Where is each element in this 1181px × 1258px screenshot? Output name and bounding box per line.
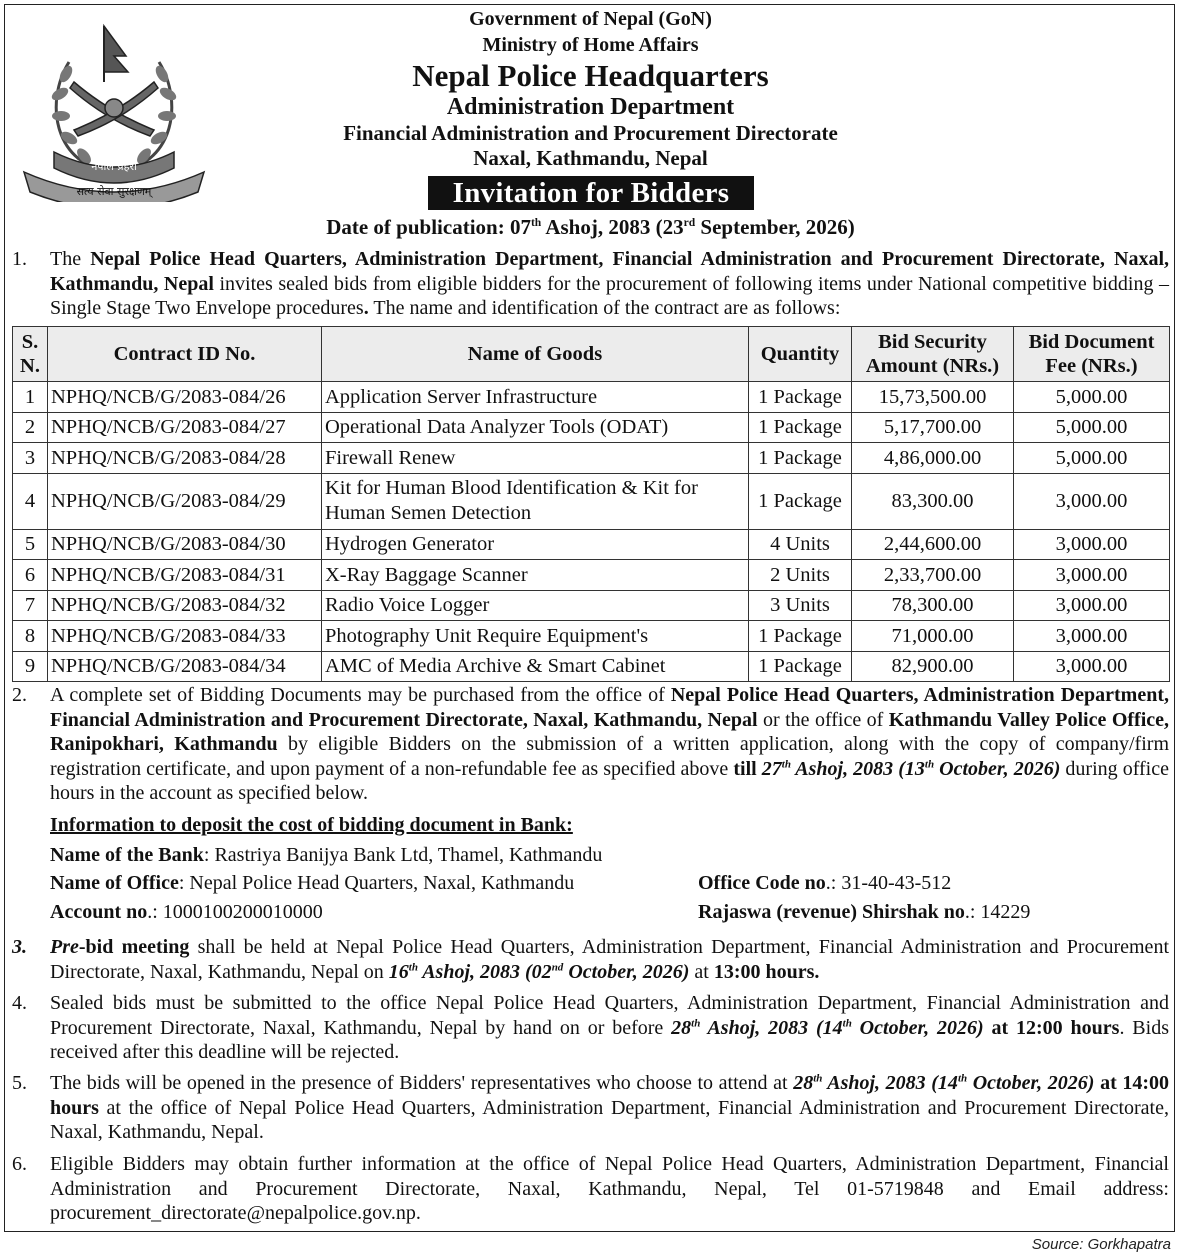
cell-contract-id: NPHQ/NCB/G/2083-084/31	[48, 560, 322, 591]
paragraph-3: 3. Pre-bid meeting shall be held at Nepal Police Head Quarters, Administration Department, Financial Administration and Procurement Directorate, Naxal, Kathmandu, Nepal on 16th Ashoj, 2083 (02nd October, 2026) at 13:00 hours.	[12, 936, 1169, 983]
cell-contract-id: NPHQ/NCB/G/2083-084/32	[48, 590, 322, 621]
cell-quantity: 1 Package	[749, 651, 852, 682]
paragraph-1: 1. The Nepal Police Head Quarters, Administration Department, Financial Administration and Procurement Directorate, Naxal, Kathmandu, Nepal invites sealed bids from eligible bidders for the procurement of following items under National competitive bidding – Single Stage Two Envelope procedures. The name and identification of the contract are as follows:	[12, 248, 1170, 319]
paragraph-6: 6. Eligible Bidders may obtain further information at the office of Nepal Police Head Quarters, Administration Department, Financial Administration and Procurement Directorate, Naxal, Kathmandu, Nepal, Tel 01-5719848 and Email address: procurement_directorate@nepalpolice.gov.np.	[12, 1153, 1169, 1224]
header-ministry: Ministry of Home Affairs	[482, 34, 699, 56]
bank-info-heading: Information to deposit the cost of bidding document in Bank:	[50, 814, 573, 836]
cell-security: 82,900.00	[852, 651, 1014, 682]
cell-contract-id: NPHQ/NCB/G/2083-084/29	[48, 473, 322, 529]
cell-fee: 3,000.00	[1014, 473, 1170, 529]
cell-quantity: 1 Package	[749, 382, 852, 413]
cell-contract-id: NPHQ/NCB/G/2083-084/28	[48, 443, 322, 474]
header-government: Government of Nepal (GoN)	[469, 8, 712, 30]
cell-fee: 3,000.00	[1014, 621, 1170, 652]
goods-table	[12, 326, 1170, 682]
cell-security: 83,300.00	[852, 473, 1014, 529]
header-bid-security: Bid Security Amount (NRs.)	[852, 327, 1014, 382]
cell-sn: 3	[13, 443, 48, 474]
paragraph-4: 4. Sealed bids must be submitted to the office Nepal Police Head Quarters, Administration Department, Financial Administration and Procurement Directorate, Naxal, Kathmandu, Nepal by hand on or before 28th Ashoj, 2083 (14th October, 2026) at 12:00 hours. Bids received after this deadline will be rejected.	[12, 992, 1169, 1063]
cell-sn: 5	[13, 529, 48, 560]
office-code: Office Code no.: 31-40-43-512	[698, 872, 952, 894]
cell-sn: 2	[13, 412, 48, 443]
header-goods: Name of Goods	[322, 327, 749, 382]
revenue-heading: Rajaswa (revenue) Shirshak no.: 14229	[698, 901, 1031, 923]
header-document-fee: Bid Document Fee (NRs.)	[1014, 327, 1170, 382]
cell-sn: 8	[13, 621, 48, 652]
cell-security: 15,73,500.00	[852, 382, 1014, 413]
cell-quantity: 1 Package	[749, 443, 852, 474]
cell-contract-id: NPHQ/NCB/G/2083-084/27	[48, 412, 322, 443]
cell-goods: Application Server Infrastructure	[322, 382, 749, 413]
table-row	[13, 412, 1170, 443]
cell-goods: Firewall Renew	[322, 443, 749, 474]
cell-sn: 6	[13, 560, 48, 591]
cell-fee: 3,000.00	[1014, 560, 1170, 591]
publication-date: Date of publication: 07th Ashoj, 2083 (23rd September, 2026)	[326, 215, 855, 239]
cell-goods: X-Ray Baggage Scanner	[322, 560, 749, 591]
emblem-motto-text: सत्य सेवा सुरक्षणम्	[76, 185, 152, 198]
account-number: Account no.: 1000100200010000	[50, 901, 323, 923]
table-row	[13, 473, 1170, 529]
cell-quantity: 2 Units	[749, 560, 852, 591]
cell-contract-id: NPHQ/NCB/G/2083-084/33	[48, 621, 322, 652]
header-contract-id: Contract ID No.	[48, 327, 322, 382]
table-header-row	[13, 327, 1170, 382]
cell-quantity: 4 Units	[749, 529, 852, 560]
cell-goods: Photography Unit Require Equipment's	[322, 621, 749, 652]
cell-security: 71,000.00	[852, 621, 1014, 652]
emblem-banner-text: नेपाल प्रहरी	[91, 160, 137, 173]
cell-goods: AMC of Media Archive & Smart Cabinet	[322, 651, 749, 682]
notice-title: Invitation for Bidders	[428, 176, 754, 210]
cell-fee: 3,000.00	[1014, 590, 1170, 621]
cell-goods: Radio Voice Logger	[322, 590, 749, 621]
cell-goods: Hydrogen Generator	[322, 529, 749, 560]
cell-fee: 3,000.00	[1014, 651, 1170, 682]
cell-quantity: 1 Package	[749, 473, 852, 529]
cell-sn: 4	[13, 473, 48, 529]
cell-contract-id: NPHQ/NCB/G/2083-084/30	[48, 529, 322, 560]
cell-goods: Operational Data Analyzer Tools (ODAT)	[322, 412, 749, 443]
cell-sn: 7	[13, 590, 48, 621]
cell-goods: Kit for Human Blood Identification & Kit for Human Semen Detection	[322, 473, 749, 529]
table-row	[13, 651, 1170, 682]
cell-contract-id: NPHQ/NCB/G/2083-084/34	[48, 651, 322, 682]
table-row	[13, 443, 1170, 474]
cell-contract-id: NPHQ/NCB/G/2083-084/26	[48, 382, 322, 413]
cell-quantity: 1 Package	[749, 412, 852, 443]
cell-security: 2,44,600.00	[852, 529, 1014, 560]
header-directorate: Financial Administration and Procurement Directorate	[343, 121, 838, 145]
cell-sn: 1	[13, 382, 48, 413]
paragraph-5: 5. The bids will be opened in the presence of Bidders' representatives who choose to attend at 28th Ashoj, 2083 (14th October, 2026) at 14:00 hours at the office of Nepal Police Head Quarters, Administration Department, Financial Administration and Procurement Directorate, Naxal, Kathmandu, Nepal.	[12, 1072, 1169, 1143]
header-sn: S. N.	[13, 327, 48, 382]
cell-security: 2,33,700.00	[852, 560, 1014, 591]
cell-sn: 9	[13, 651, 48, 682]
table-row	[13, 382, 1170, 413]
cell-security: 78,300.00	[852, 590, 1014, 621]
table-row	[13, 590, 1170, 621]
header-quantity: Quantity	[749, 327, 852, 382]
header-address: Naxal, Kathmandu, Nepal	[473, 146, 708, 170]
bank-name: Name of the Bank: Rastriya Banijya Bank Ltd, Thamel, Kathmandu	[50, 844, 603, 866]
header-department: Administration Department	[446, 94, 735, 120]
cell-fee: 5,000.00	[1014, 443, 1170, 474]
cell-quantity: 1 Package	[749, 621, 852, 652]
cell-security: 4,86,000.00	[852, 443, 1014, 474]
cell-fee: 3,000.00	[1014, 529, 1170, 560]
table-row	[13, 621, 1170, 652]
office-name: Name of Office: Nepal Police Head Quarters, Naxal, Kathmandu	[50, 872, 575, 894]
cell-fee: 5,000.00	[1014, 382, 1170, 413]
paragraph-2: 2. A complete set of Bidding Documents may be purchased from the office of Nepal Police Head Quarters, Administration Department, Financial Administration and Procurement Directorate, Naxal, Kathmandu, Nepal or the office of Kathmandu Valley Police Office, Ranipokhari, Kathmandu by eligible Bidders on the submission of a written application, along with the copy of company/firm registration certificate, and upon payment of a non-refundable fee as specified above till 27th Ashoj, 2083 (13th October, 2026) during office hours in the account as specified below.	[12, 684, 1170, 804]
table-row	[13, 560, 1170, 591]
source-credit: Source: Gorkhapatra	[1031, 1236, 1171, 1253]
cell-security: 5,17,700.00	[852, 412, 1014, 443]
cell-fee: 5,000.00	[1014, 412, 1170, 443]
header-organization: Nepal Police Headquarters	[412, 58, 769, 93]
cell-quantity: 3 Units	[749, 590, 852, 621]
table-row	[13, 529, 1170, 560]
